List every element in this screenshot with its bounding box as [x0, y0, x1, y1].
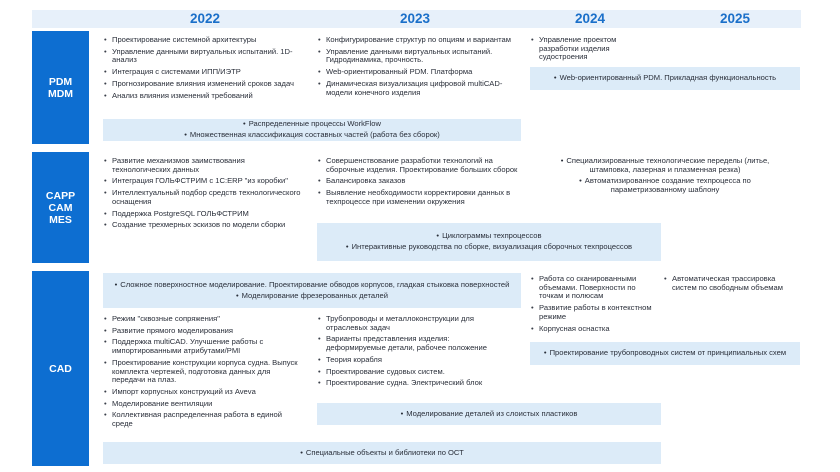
list-item: • Интеллектуальный подбор средств технологического оснащения — [103, 189, 303, 206]
list-item: • Коллективная распределенная работа в единой среде — [103, 411, 303, 428]
list-item: • Развитие работы в контекстном режиме — [530, 304, 655, 321]
list-item: • Проектирование конструкции корпуса судна. Выпуск комплекта чертежей, подготовка данных для передачи на плаз. — [103, 359, 303, 385]
list-item-text: Специализированные технологические переделы (литье, штамповка, лазерная и плазменная резка) — [566, 156, 770, 174]
list-item: • Динамическая визуализация цифровой multiCAD-модели конечного изделия — [317, 80, 517, 97]
band-item: Моделирование фрезерованных деталей — [241, 290, 389, 300]
row-label-line: MDM — [47, 87, 74, 100]
list-item: • Теория корабля — [317, 356, 502, 365]
row-label-line: MES — [49, 213, 72, 226]
list-item: • Автоматическая трассировка систем по свободным объемам — [663, 275, 798, 292]
year-2024: 2024 — [574, 11, 606, 26]
year-2022: 2022 — [189, 11, 221, 26]
capp-2022-column — [103, 157, 303, 233]
list-item: • Трубопроводы и металлоконструкции для отраслевых задач — [317, 315, 502, 332]
list-item: • Режим "сквозные сопряжения" — [103, 315, 303, 324]
list-item: • Поддержка PostgreSQL ГОЛЬФСТРИМ — [103, 210, 303, 219]
capp-band-bottom: • Циклограммы техпроцессов • Интерактивные руководства по сборке, визуализация сборочных техпроцессов — [317, 223, 661, 261]
cad-band-bottom: • Специальные объекты и библиотеки по ОСТ — [103, 442, 661, 464]
row-label-cad — [32, 271, 89, 466]
pdm-2022-column — [103, 36, 298, 103]
list-item: • Управление данными виртуальных испытаний. 1D-анализ — [103, 48, 298, 65]
list-item: • Проектирование судовых систем. — [317, 368, 502, 377]
band-item: Проектирование трубопроводных систем от принципиальных схем — [549, 348, 787, 358]
list-item: • Балансировка заказов — [317, 177, 527, 186]
band-item: Сложное поверхностное моделирование. Проектирование обводов корпусов, гладкая стыковка поверхностей — [120, 279, 510, 289]
capp-2023-column — [317, 157, 527, 210]
row-label-line: CAM — [48, 201, 73, 214]
list-item: • Совершенствование разработки технологий на сборочные изделия. Проектирование больших сборок — [317, 157, 527, 174]
band-item: Моделирование деталей из слоистых пластиков — [406, 408, 578, 418]
band-item: Распределенные процессы WorkFlow — [248, 119, 381, 129]
capp-2024-2025-column — [556, 157, 774, 198]
row-label-line: CAPP — [45, 189, 76, 202]
band-item: Множественная классификация составных частей (работа без сборок) — [189, 130, 440, 139]
band-item: Web-ориентированный PDM. Прикладная функциональность — [559, 73, 777, 83]
cad-2024-column — [530, 275, 655, 336]
list-item: • Автоматизированное создание техпроцесса по параметризованному шаблону — [579, 176, 751, 195]
cad-band-2024-2025: • Проектирование трубопроводных систем от принципиальных схем — [530, 342, 800, 365]
pdm-2023-column — [317, 36, 517, 100]
row-label-pdm-mdm — [32, 31, 89, 144]
list-item: • Развитие прямого моделирования — [103, 327, 303, 336]
year-2025: 2025 — [719, 11, 751, 26]
list-item: • Управление данными виртуальных испытаний. Гидродинамика, прочность. — [317, 48, 517, 65]
list-item: • Корпусная оснастка — [530, 325, 655, 334]
list-item: • Web-ориентированный PDM. Платформа — [317, 68, 517, 77]
row-label-line: PDM — [48, 75, 73, 88]
list-item: • Интеграция с системами ИПП/ИЭТР — [103, 68, 298, 77]
cad-band-top: • Сложное поверхностное моделирование. Проектирование обводов корпусов, гладкая стыковка поверхностей • Моделирование фрезерованных деталей — [103, 273, 521, 308]
list-item: • Специализированные технологические переделы (литье, штамповка, лазерная и плазменная резка) — [560, 156, 770, 174]
list-item: • Проектирование судна. Электрический блок — [317, 379, 502, 388]
list-item: • Выявление необходимости корректировки данных в техпроцессе при изменении окружения — [317, 189, 527, 206]
pdm-2024-column — [530, 36, 650, 65]
list-item: • Создание трехмерных эскизов по модели сборки — [103, 221, 303, 230]
list-item: • Конфигурирование структур по опциям и вариантам — [317, 36, 517, 45]
row-label-capp-cam-mes — [32, 152, 89, 263]
year-2023: 2023 — [399, 11, 431, 26]
list-item: • Развитие механизмов заимствования технологических данных — [103, 157, 303, 174]
pdm-band-bottom: • Распределенные процессы WorkFlow • Множественная классификация составных частей (работа без сборок) — [103, 119, 521, 141]
list-item: • Анализ влияния изменений требований — [103, 92, 298, 101]
list-item: • Импорт корпусных конструкций из Aveva — [103, 388, 303, 397]
list-item: • Управление проектом разработки изделия судостроения — [530, 36, 650, 62]
row-label-line: CAD — [49, 362, 72, 375]
list-item: • Варианты представления изделия: деформируемые детали, рабочее положение — [317, 335, 502, 352]
cad-2023-column — [317, 315, 502, 391]
list-item: • Проектирование системной архитектуры — [103, 36, 298, 45]
cad-2022-column — [103, 315, 303, 432]
list-item-text: Автоматизированное создание техпроцесса по параметризованному шаблону — [584, 176, 751, 195]
list-item: • Прогнозирование влияния изменений сроков задач — [103, 80, 298, 89]
band-item: Циклограммы техпроцессов — [442, 231, 542, 241]
list-item: • Моделирование вентиляции — [103, 400, 303, 409]
cad-band-mid: • Моделирование деталей из слоистых пластиков — [317, 403, 661, 425]
band-item: Специальные объекты и библиотеки по ОСТ — [305, 447, 464, 457]
list-item: • Интеграция ГОЛЬФСТРИМ с 1С:ERP "из коробки" — [103, 177, 303, 186]
pdm-band-2024-2025: • Web-ориентированный PDM. Прикладная функциональность — [530, 67, 800, 90]
cad-2025-column — [663, 275, 798, 295]
list-item: • Работа со сканированными объемами. Поверхности по точкам и полюсам — [530, 275, 655, 301]
list-item: • Поддержка multiCAD. Улучшение работы с импортированными атрибутами/PMI — [103, 338, 303, 355]
band-item: Интерактивные руководства по сборке, визуализация сборочных техпроцессов — [351, 242, 633, 251]
